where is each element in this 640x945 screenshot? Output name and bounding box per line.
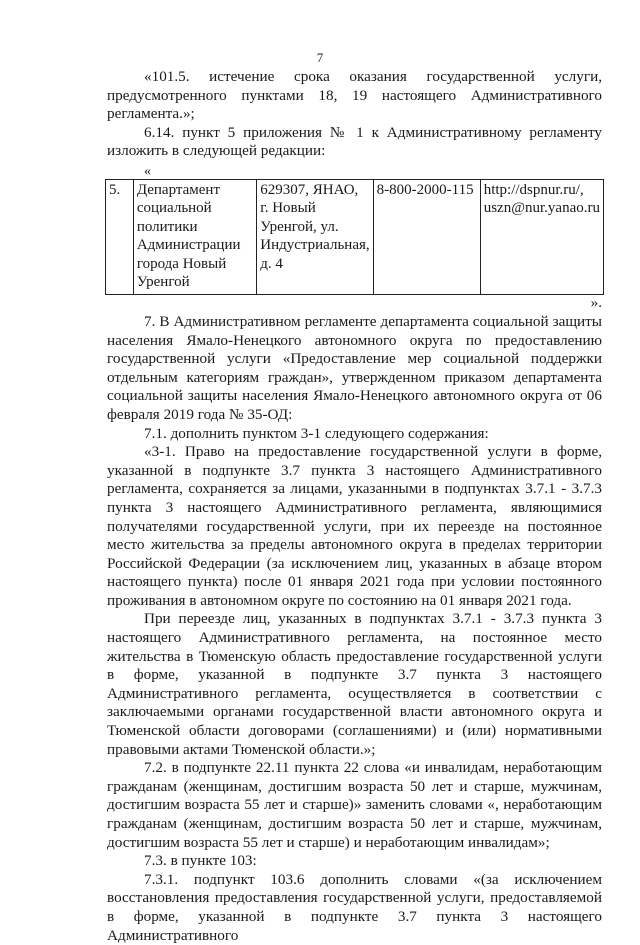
close-quote: ».	[590, 293, 602, 311]
open-quote: «	[144, 163, 151, 179]
paragraph-relocation: При переезде лиц, указанных в подпунктах 3.7.1 - 3.7.3 пункта 3 настоящего Административного регламента, на постоянное место жительства в Тюменскую область предоставление государственной услуги в форме, указанной в подпункте 3.7 пункта 3 настоящего Административного регламента, осуществляется в соответствии с заключаемыми органами государственной власти автономного округа и Тюменской области договорами (соглашениями) и (или) нормативными правовыми актами Тюменской области.»;	[107, 610, 602, 758]
paragraph-7: 7. В Административном регламенте департамента социальной защиты населения Ямало-Ненецкого автономного округа по предоставлению государственной услуги «Предоставление мер социальной поддержки отдельным категориям граждан», утвержденном приказом департамента социальной защиты населения Ямало-Ненецкого автономного округа от 06 февраля 2019 года № 35-ОД:	[107, 312, 602, 423]
department-name: Департамент социальной политики Администрации города Новый Уренгой	[133, 179, 256, 294]
document-body	[107, 68, 602, 945]
paragraph-7-1: 7.1. дополнить пунктом 3-1 следующего содержания:	[144, 424, 489, 442]
row-number: 5.	[106, 179, 134, 294]
department-address: 629307, ЯНАО, г. Новый Уренгой, ул. Индустриальная, д. 4	[257, 179, 373, 294]
table-row	[106, 179, 604, 294]
paragraph-7-2: 7.2. в подпункте 22.11 пункта 22 слова «и инвалидам, неработающим гражданам (женщинам, достигшим возраста 50 лет и старше, мужчинам, достигшим возраста 55 лет и старше)» заменить словами «, неработающим гражданам (женщинам, достигшим возраста 50 лет и старше, мужчинам, достигшим возраста 55 лет и старше) и неработающим инвалидам»;	[107, 759, 602, 851]
paragraph-3-1: «3-1. Право на предоставление государственной услуги в форме, указанной в подпункте 3.7 пункта 3 настоящего Административного регламента, сохраняется за лицами, указанными в подпунктах 3.7.1 - 3.7.3 пункта 3 настоящего Административного регламента, являющимися получателями государственной услуги, при их переезде на постоянное место жительства за пределы автономного округа в пределах территории Российской Федерации (за исключением лиц, указанных в абзаце втором настоящего пункта) после 01 января 2021 года при условии постоянного проживания в автономном округе по состоянию на 01 января 2021 года.	[107, 443, 602, 609]
paragraph-7-3-1: 7.3.1. подпункт 103.6 дополнить словами «(за исключением восстановления предоставления государственной услуги, предоставляемой в форме, указанной в подпункте 3.7 пункта 3 настоящего Административного	[107, 870, 602, 944]
department-phone: 8-800-2000-115	[373, 179, 480, 294]
paragraph-7-3: 7.3. в пункте 103:	[144, 852, 257, 870]
paragraph-101-5: «101.5. истечение срока оказания государственной услуги, предусмотренного пунктами 18, 19 настоящего Административного регламента.»;	[107, 68, 602, 123]
department-web: http://dspnur.ru/, uszn@nur.yanao.ru	[480, 179, 603, 294]
page-number: 7	[316, 50, 324, 65]
department-table	[105, 179, 604, 295]
paragraph-6-14: 6.14. пункт 5 приложения № 1 к Административному регламенту изложить в следующей редакции:	[107, 123, 602, 160]
